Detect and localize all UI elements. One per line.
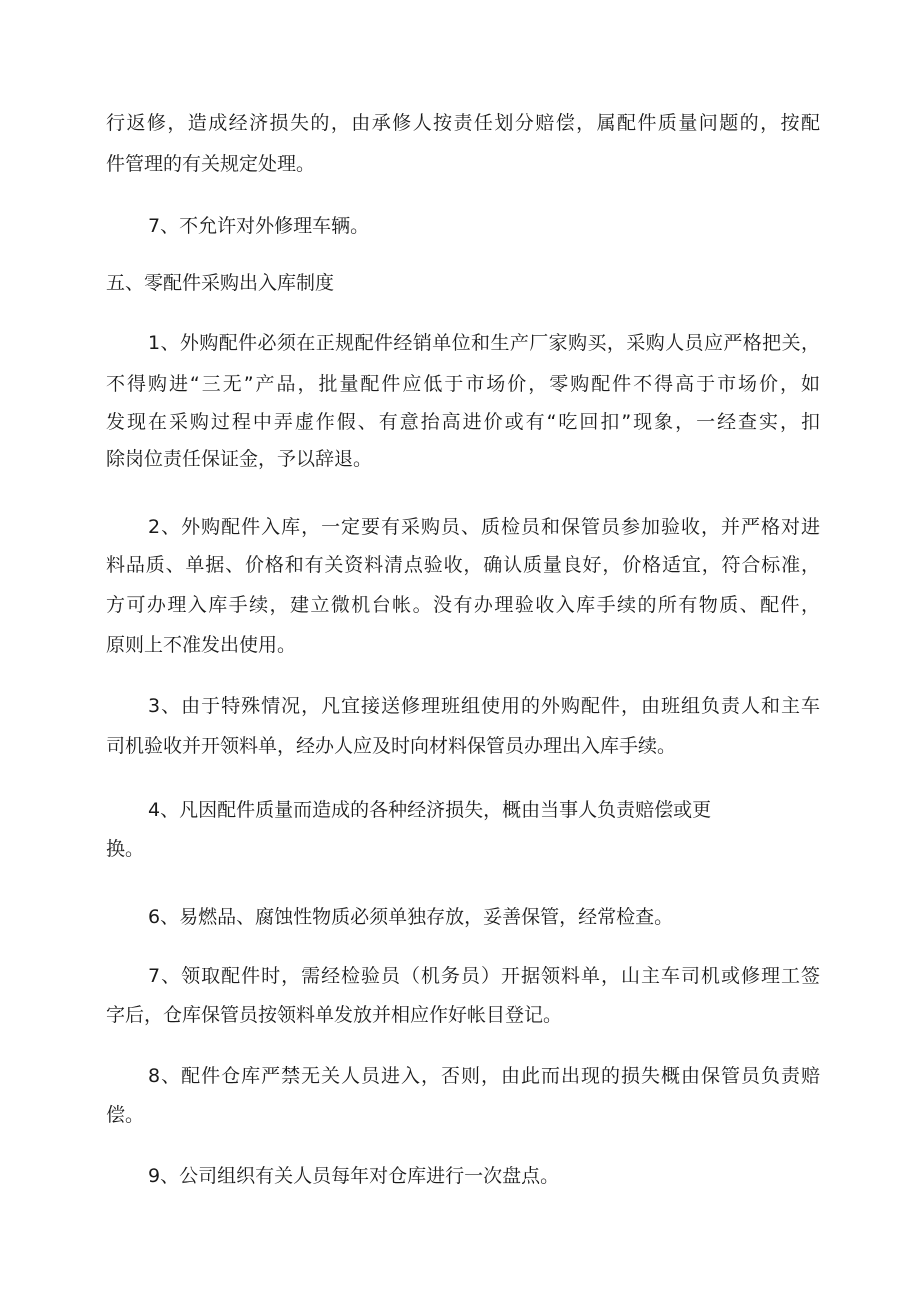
- paragraph-3-line-1: 3、由于特殊情况，凡宜接送修理班组使用的外购配件，由班组负责人和主车: [148, 695, 820, 717]
- paragraph-9-line-1: 9、公司组织有关人员每年对仓库进行一次盘点。: [148, 1165, 560, 1187]
- paragraph-8-line-1: 8、配件仓库严禁无关人员进入，否则，由此而出现的损失概由保管员负责赔: [148, 1065, 820, 1087]
- paragraph-4-line-2: 换。: [106, 838, 145, 860]
- paragraph-8-line-2: 偿。: [106, 1104, 145, 1126]
- paragraph-2-line-2: 料品质、单据、价格和有关资料清点验收，确认质量良好，价格适宜，符合标准，: [106, 554, 820, 576]
- item-7-prev-line-1: 7、不允许对外修理车辆。: [148, 215, 370, 237]
- paragraph-1-line-4: 除岗位责任保证金，予以辞退。: [106, 448, 373, 470]
- paragraph-3-line-2: 司机验收并开领料单，经办人应及时向材料保管员办理出入库手续。: [106, 735, 677, 757]
- continuation-line-1: 行返修，造成经济损失的，由承修人按责任划分赔偿，属配件质量问题的，按配: [106, 112, 820, 134]
- paragraph-2-line-1: 2、外购配件入库，一定要有采购员、质检员和保管员参加验收，并严格对进: [148, 516, 820, 538]
- continuation-line-2: 件管理的有关规定处理。: [106, 153, 316, 175]
- paragraph-4-line-1: 4、凡因配件质量而造成的各种经济损失，概由当事人负责赔偿或更: [148, 799, 712, 821]
- paragraph-6-line-1: 6、易燃品、腐蚀性物质必须单独存放，妥善保管，经常检查。: [148, 906, 674, 928]
- paragraph-7-line-2: 字后，仓库保管员按领料单发放并相应作好帐目登记。: [106, 1004, 563, 1026]
- paragraph-2-line-4: 原则上不准发出使用。: [106, 634, 297, 656]
- paragraph-1-line-3: 发现在采购过程中弄虚作假、有意抬高进价或有“吃回扣”现象，一经查实，扣: [106, 411, 820, 433]
- paragraph-1-line-2: 不得购进“三无”产品，批量配件应低于市场价，零购配件不得高于市场价，如: [106, 373, 820, 395]
- paragraph-2-line-3: 方可办理入库手续，建立微机台帐。没有办理验收入库手续的所有物质、配件，: [106, 594, 820, 616]
- paragraph-1-line-1: 1、外购配件必须在正规配件经销单位和生产厂家购买，采购人员应严格把关，: [148, 332, 820, 354]
- section-heading: 五、零配件采购出入库制度: [106, 272, 335, 294]
- paragraph-7-line-1: 7、领取配件时，需经检验员（机务员）开据领料单，山主车司机或修理工签: [148, 965, 820, 987]
